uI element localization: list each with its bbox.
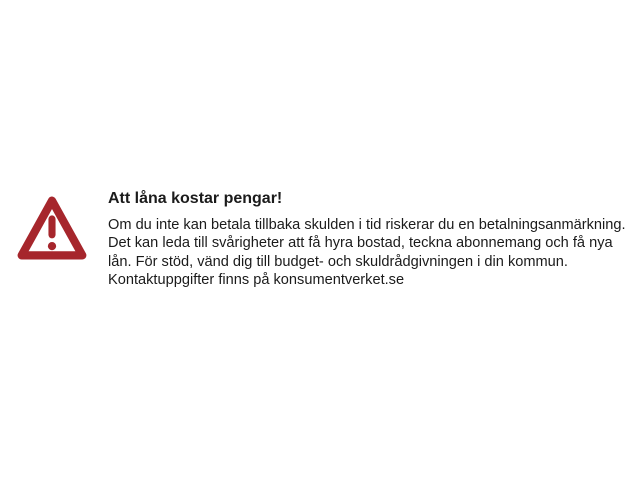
warning-body-line: lån. För stöd, vänd dig till budget- och skuldrådgivningen i din kommun. [108,253,568,270]
warning-title: Att låna kostar pengar! [108,190,283,207]
warning-triangle-icon [15,188,89,268]
warning-body-line: Det kan leda till svårigheter att få hyra bostad, teckna abonnemang och få nya [108,235,613,252]
warning-body-line: Om du inte kan betala tillbaka skulden i tid riskerar du en betalningsanmärkning. [108,217,626,233]
exclamation-bar [48,215,55,238]
warning-body-line: Kontaktuppgifter finns på konsumentverket.se [108,271,405,288]
warning-body [108,216,626,289]
exclamation-dot [48,242,56,250]
